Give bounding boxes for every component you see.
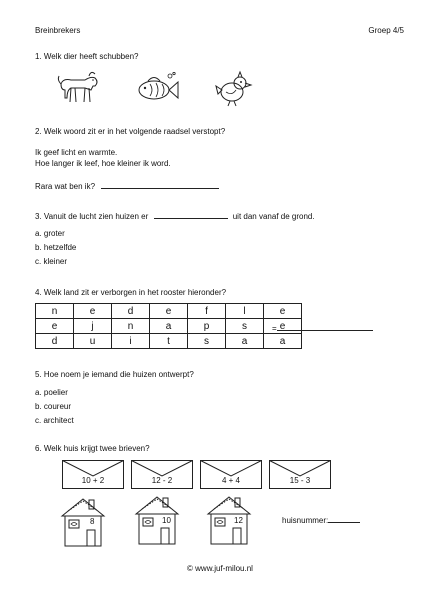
worksheet-title: Breinbrekers (35, 26, 81, 35)
question-1: 1. Welk dier heeft schubben? (35, 52, 139, 61)
grid-cell: a (226, 334, 264, 349)
house-1[interactable] (60, 496, 106, 548)
q3-option-a[interactable]: a. groter (35, 229, 65, 238)
house-number: 8 (90, 517, 95, 526)
grid-cell: e (36, 319, 74, 334)
q5-option-c[interactable]: c. architect (35, 416, 74, 425)
house-number: 10 (162, 516, 171, 525)
question-3-start: 3. Vanuit de lucht zien huizen er (35, 212, 149, 221)
riddle-line-2: Hoe langer ik leef, hoe kleiner ik word. (35, 159, 171, 168)
envelope-sum: 4 + 4 (221, 476, 240, 485)
grid-cell: p (188, 319, 226, 334)
envelope-1[interactable] (62, 460, 124, 489)
q5-option-a[interactable]: a. poelier (35, 388, 68, 397)
grid-cell: e (264, 304, 302, 319)
letter-grid (35, 303, 302, 349)
grid-cell: d (112, 304, 150, 319)
grid-cell: s (188, 334, 226, 349)
grade-label: Groep 4/5 (368, 26, 404, 35)
grid-cell: n (36, 304, 74, 319)
equals-sign: = (272, 324, 277, 333)
house-number-answer-row (282, 514, 360, 525)
question-3-blank[interactable] (154, 210, 228, 219)
house-icon (134, 494, 180, 546)
riddle-answer-row (35, 180, 219, 191)
riddle-line-1: Ik geef licht en warmte. (35, 148, 118, 157)
grid-cell: n (112, 319, 150, 334)
grid-row (36, 304, 302, 319)
grid-cell: e (74, 304, 112, 319)
q5-option-b[interactable]: b. coureur (35, 402, 72, 411)
grid-cell: u (74, 334, 112, 349)
grid-row (36, 334, 302, 349)
question-3 (35, 210, 315, 221)
envelope-2[interactable] (131, 460, 193, 489)
footer-credit: © www.juf-milou.nl (187, 564, 253, 573)
country-answer-blank[interactable] (277, 322, 373, 331)
q3-option-c[interactable]: c. kleiner (35, 257, 68, 266)
house-3[interactable] (206, 494, 252, 546)
question-5: 5. Hoe noem je iemand die huizen ontwerpt? (35, 370, 194, 379)
envelope-sum: 10 + 2 (81, 476, 105, 485)
country-answer-row (272, 322, 373, 333)
question-2: 2. Welk woord zit er in het volgende raadsel verstopt? (35, 127, 226, 136)
fish-icon[interactable] (132, 72, 180, 106)
grid-cell: j (74, 319, 112, 334)
grid-row (36, 319, 302, 334)
riddle-answer-label: Rara wat ben ik? (35, 182, 96, 191)
envelope-4[interactable] (269, 460, 331, 489)
grid-cell: a (264, 334, 302, 349)
grid-cell: t (150, 334, 188, 349)
grid-cell: s (226, 319, 264, 334)
envelope-sum: 15 - 3 (289, 476, 311, 485)
q3-option-b[interactable]: b. hetzelfde (35, 243, 77, 252)
riddle-answer-blank[interactable] (101, 180, 219, 189)
house-icon (60, 496, 106, 548)
bird-icon[interactable] (214, 70, 254, 108)
envelope-sum: 12 - 2 (151, 476, 173, 485)
grid-cell: f (188, 304, 226, 319)
envelope-3[interactable] (200, 460, 262, 489)
dog-icon[interactable] (55, 68, 100, 106)
house-icon (206, 494, 252, 546)
house-2[interactable] (134, 494, 180, 546)
house-number: 12 (234, 516, 243, 525)
grid-cell: e (264, 319, 302, 334)
question-6: 6. Welk huis krijgt twee brieven? (35, 444, 150, 453)
house-number-blank[interactable] (328, 514, 360, 523)
grid-cell: d (36, 334, 74, 349)
grid-cell: a (150, 319, 188, 334)
question-3-end: uit dan vanaf de grond. (232, 212, 315, 221)
grid-cell: l (226, 304, 264, 319)
grid-cell: e (150, 304, 188, 319)
grid-cell: i (112, 334, 150, 349)
question-4: 4. Welk land zit er verborgen in het rooster hieronder? (35, 288, 227, 297)
house-number-label: huisnummer: (282, 516, 329, 525)
